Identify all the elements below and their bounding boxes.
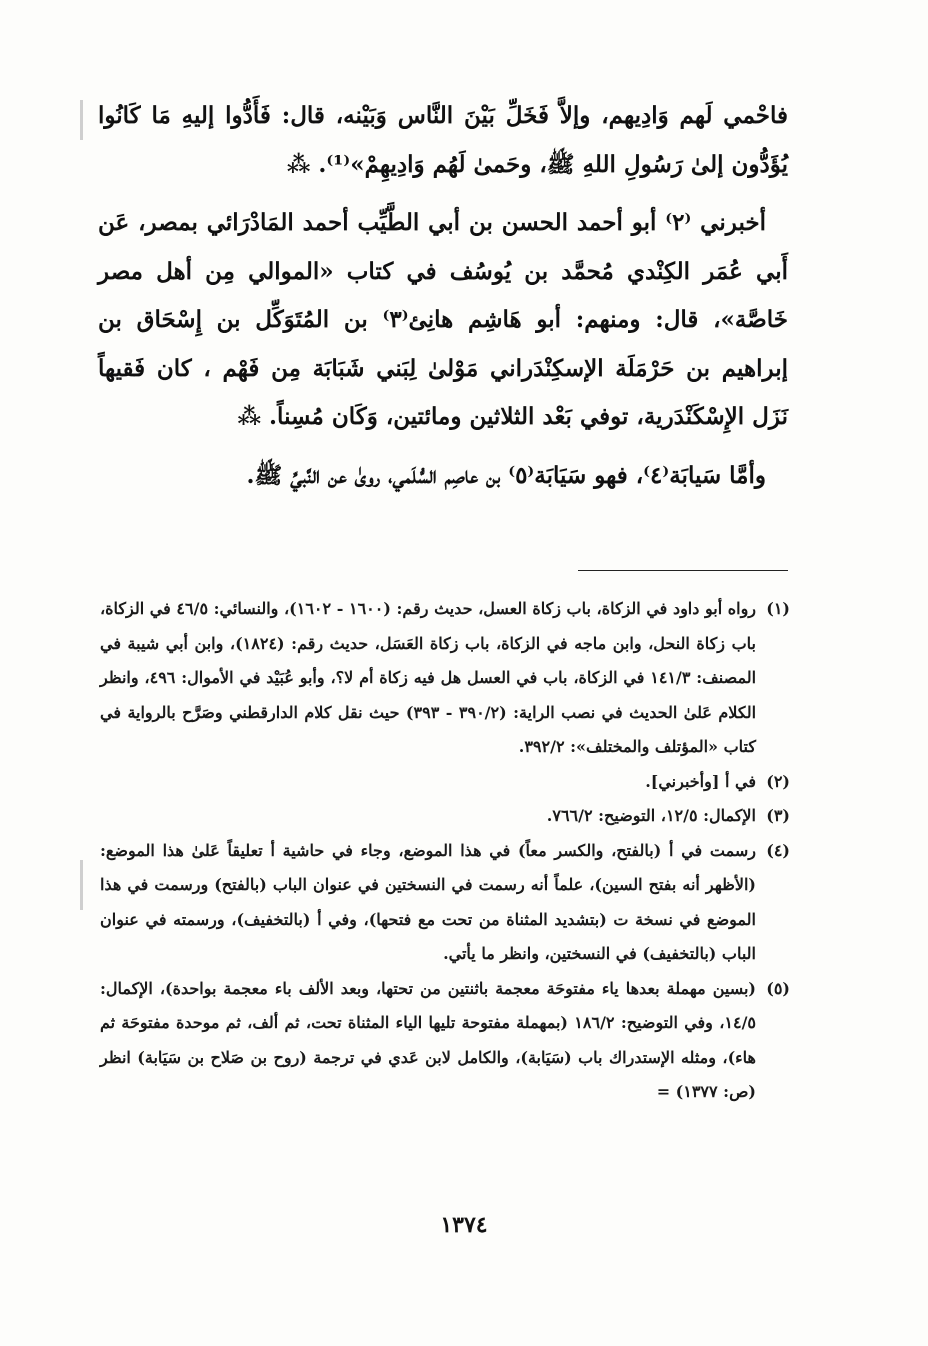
footnote-number: (٣) [766,806,790,825]
footnote-3 [100,799,790,834]
footnote-number: (٥) [766,978,790,998]
main-text [98,92,788,500]
paragraph-3: وأمَّا سَيابَة⁽٤⁾، فهو سَيَابَة⁽٥⁾ بن عاصِم السُّلَمي، روىٰ عن النَّبيِّ ﷺ. [246,461,766,489]
footnote-number: (٢) [766,771,790,791]
footnote-separator [578,570,788,571]
footnote-2 [100,765,790,800]
footnote-text: الإكمال: ١٢/٥، التوضيح: ٧٦٦/٢. [546,806,756,825]
page-number: ١٣٧٤ [440,1212,488,1238]
footnote-text: (بسين مهملة بعدها ياء مفتوحَة معجمة باثنتين من تحتها، وبعد الألف باء معجمة بواحدة)، الإكمال: ١٤/٥، وفي التوضيح: ١٨٦/٢ (بمهملة مفتوحة تليها الياء المثناة تحت، ثم ألف، ثم موحدة مفتوحَة ثم هاء)، ومثله الإستدراك باب (سَيَابة)، والكامل لابن عَدي في ترجمة (روح بن صَلاح بن سَيَابة) انظر (ص: ١٣٧٧) = [100,978,756,1101]
scan-margin-mark [80,860,83,910]
footnote-5 [100,972,790,1110]
footnote-number: (٤) [766,840,790,860]
footnote-4 [100,834,790,972]
footnote-text: في أ [وأخبرني]. [645,771,756,791]
paragraph-2: أخبرني ⁽٢⁾ أبو أحمد الحسن بن أبي الطَّيِّب أحمد المَادْرَائي بمصر، عَن أَبي عُمَر الكِنْدي مُحمَّد بن يُوسُف في كتاب «الموالي مِن أهل مصر خَاصَّة»، قال: ومنهم: أبو هَاشِم هانِئ⁽٣⁾ بن المُتَوَكِّل بن إِسْحَاق بن إبراهيم بن حَرْمَلَة الإسكِنْدَراني مَوْلىٰ لِبَني شَبَابَة مِن فَهْم ، كان فَقيهاً نَزَل الإِسْكَنْدَرية، توفي بَعْد الثلاثين ومائتين، وَكَان مُسِناً. ⁂ [98,209,788,430]
footnote-1 [100,592,790,765]
footnote-number: (١) [766,599,790,618]
footnotes [100,592,790,1110]
paragraph-1: فاحْمي لَهم وَادِيهم، وإلاَّ فَخَلِّ بَيْنَ النَّاس وَبَيْنه، قال: فَأَدُّوا إليهِ مَا كَانُوا يُؤَدُّون إلىٰ رَسُولِ اللهِ ﷺ، وحَمىٰ لَهُم وَادِيهِمْ»⁽¹⁾. ⁂ [98,102,788,178]
scan-margin-mark [80,100,83,140]
footnote-text: رسمت في أ (بالفتح، والكسر معاً) في هذا الموضع، وجاء في حاشية أ تعليقاً عَلىٰ هذا الموضع: (الأظهر أنه بفتح السين)، علماً أنه رسمت في النسختين في عنوان الباب (بالفتح) ورسمت في هذا الموضع في نسخة ت (بتشديد المثناة من تحت مع فتحها)، وفي أ (بالتخفيف)، ورسمته في عنوان الباب (بالتخفيف) في النسختين، وانظر ما يأتي. [100,840,756,963]
footnote-text: رواه أبو داود في الزكاة، باب زكاة العسل، حديث رقم: (١٦٠٠ - ١٦٠٢)، والنسائي: ٤٦/٥ في الزكاة، باب زكاة النحل، وابن ماجه في الزكاة، باب زكاة العَسَل، حديث رقم: (١٨٢٤)، وابن أبي شيبة في المصنف: ١٤١/٣ في الزكاة، باب في العسل هل فيه زكاة أم لا؟، وأبو عُبَيْد في الأموال: ٤٩٦، وانظر الكلام عَلىٰ الحديث في نصب الراية: (٣٩٠/٢ - ٣٩٣) حيث نقل كلام الدارقطني وصَرَّح بالرواية في كتاب «المؤتلف والمختلف»: ٣٩٢/٢. [100,599,757,756]
